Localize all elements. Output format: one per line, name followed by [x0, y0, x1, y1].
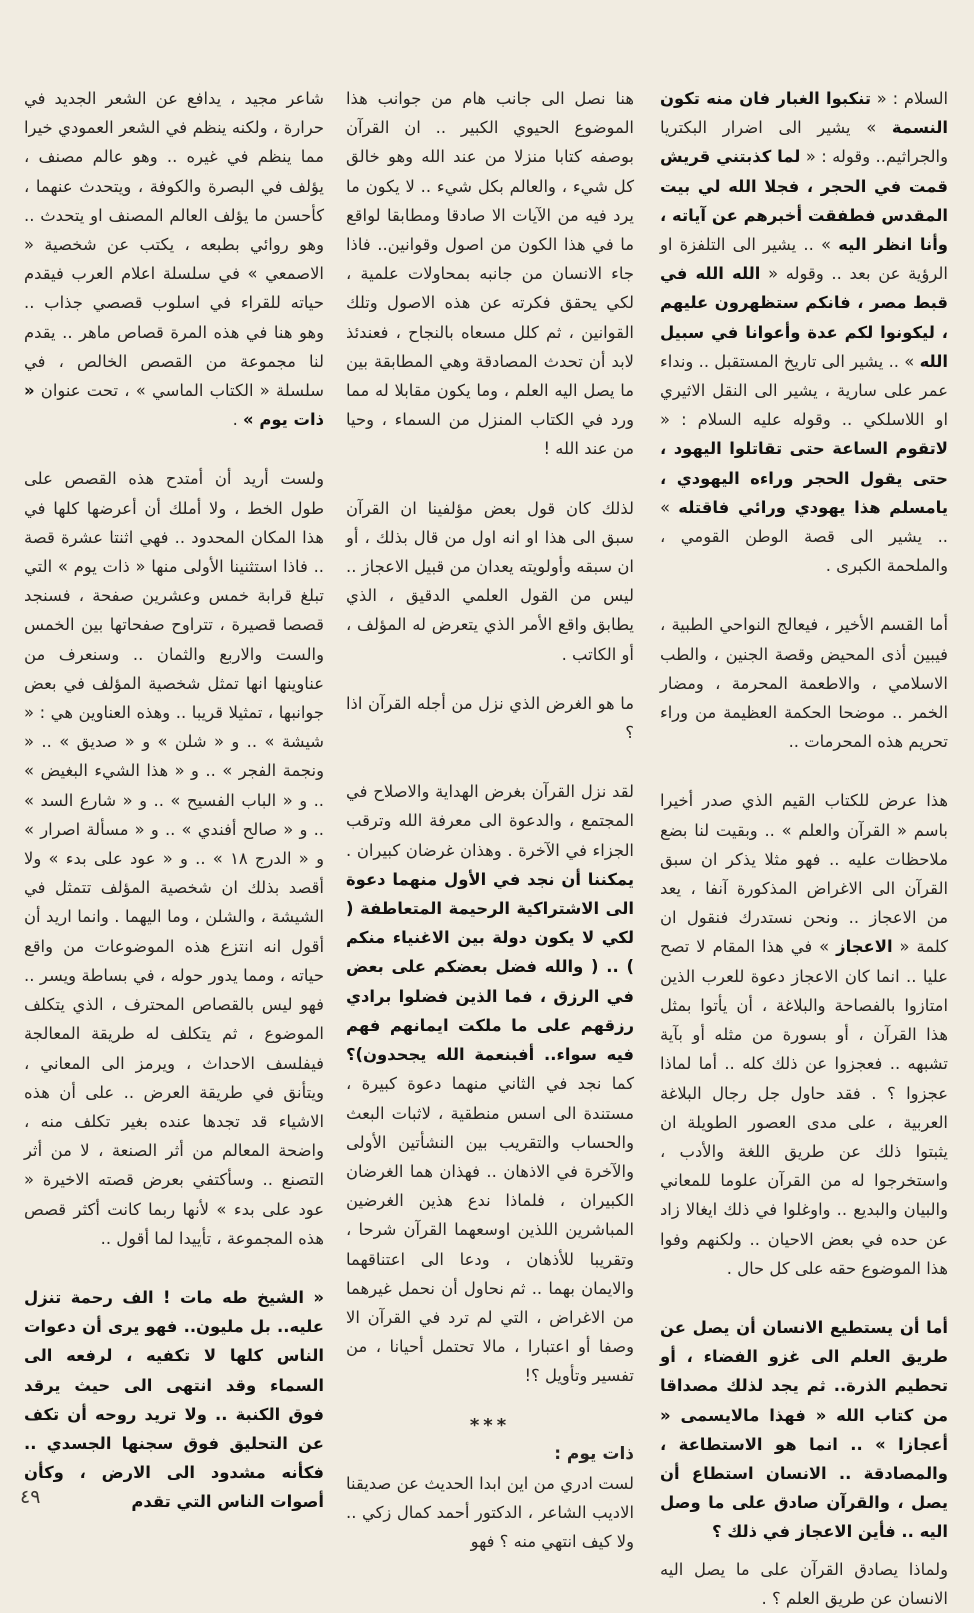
text-segment: السلام : «: [871, 89, 948, 108]
section-separator: ***: [469, 1414, 511, 1436]
bold-quote-segment: لما كذبتني قريش قمت في الحجر ، فجلا الله لي بيت المقدس فطفقت أخبرهم عن آياته ، وأنا انظر اليه: [660, 147, 948, 255]
middle-paragraph-1: هنا نصل الى جانب هام من جوانب هذا الموضوع الحيوي الكبير .. ان القرآن بوصفه كتابا منزلا من عند الله وهو خالق كل شيء ، والعالم بكل شيء .. لا يكون ما يرد فيه من الآيات الا صادقا ومطابقا لواقع ما في هذا الكون من اصول وقوانين.. فاذا جاء الانسان من جانبه بمحاولات علمية ، لكي يحقق فكرته عن هذه الاصول وتلك القوانين ، ثم كلل مسعاه بالنجاح ، فعندئذ لابد أن تحدث المصادقة وهي المطابقة بين ما يصل اليه العلم ، وما يكون مقابلا له مما ورد في الكتاب المنزل من السماء ، وحيا من عند الله !: [346, 89, 634, 459]
text-segment: شاعر مجيد ، يدافع عن الشعر الجديد في حرارة ، ولكنه ينظم في الشعر العمودي خيرا مما ينظم في غيره .. وهو عالم مصنف ، يؤلف في البصرة والكوفة ، ويتحدث عنهما ، كأحسن ما يؤلف العالم المصنف او يتحدث .. وهو روائي بطبعه ، يكتب عن شخصية « الاصمعي » في سلسلة اعلام العرب فيقدم حياته للقراء في اسلوب قصصي جذاب .. وهو هنا في هذه المرة قصاص ماهر .. يقدم لنا مجموعة من القصص الخالص ، في سلسلة « الكتاب الماسي » ، تحت عنوان: [24, 89, 324, 401]
text-segment: هذا عرض للكتاب القيم الذي صدر أخيرا باسم « القرآن والعلم » .. وبقيت لنا بضع ملاحظات عليه .. فهو مثلا يذكر ان سبق القرآن الى الاغراض المذكورة آنفا ، يعد من الاعجاز .. ونحن نستدرك فنقول ان كلمة «: [660, 791, 948, 957]
left-paragraph-1: [24, 84, 324, 434]
spacer: [660, 1283, 948, 1313]
text-segment: » في هذا المقام لا تصح عليا .. انما كان الاعجاز دعوة للعرب الذين امتازوا بالفصاحة والبلاغة ، أن يأتوا بمثل هذا القرآن ، أو بسورة من مثله أو بآية تشبهه .. فعجزوا عن ذلك كله .. أما لماذا عجزوا ؟ . فقد حاول جل رجال البلاغة العربية ، على مدى العصور الطويلة ان يثبتوا ذلك عن طريق اللغة والأدب ، واستخرجوا له من القرآن علوما للمعاني والبيان والبديع .. واوغلوا في ذلك ايغالا زاد عن حده في بعض الاحيان .. ولكنهم وفوا هذا الموضوع حقه على كل حال .: [660, 937, 948, 1278]
bold-quote-segment: تنكبوا الغبار فان منه تكون النسمة: [660, 89, 948, 138]
text-segment: » يشير الى اضرار البكتريا والجراثيم.. وقوله : «: [660, 118, 948, 167]
right-paragraph-1: [660, 84, 948, 580]
left-column: [24, 84, 324, 1517]
spacer: [346, 1391, 634, 1411]
text-segment: » .. يشير الى قصة الوطن القومي ، والملحمة الكبرى .: [660, 497, 948, 576]
text-segment: .: [232, 410, 244, 430]
section-subheading: ذات يوم :: [554, 1443, 634, 1464]
spacer: [346, 669, 634, 689]
text-segment: » .. يشير الى تاريخ المستقبل .. ونداء عمر على سارية ، يشير الى النقل الاثيري او اللاسلكي .. وقوله عليه السلام : «: [660, 351, 948, 430]
middle-paragraph-4: [346, 777, 634, 1390]
middle-paragraph-2: لذلك كان قول بعض مؤلفينا ان القرآن سبق الى هذا او انه اول من قال بذلك ، أو ان سبقه وأولويته يعدان من قبيل الاعجاز .. ليس من القول العلمي الدقيق ، الذي يطابق واقع الأمر الذي يتعرض له المؤلف ، أو الكاتب .: [346, 498, 634, 664]
text-segment: لقد نزل القرآن بغرض الهداية والاصلاح في المجتمع ، والدعوة الى معرفة الله وترقب الجزاء في الآخرة . وهذان غرضان كبيران .: [346, 782, 634, 860]
page-number: ٤٩: [20, 1486, 41, 1508]
spacer: [660, 756, 948, 786]
text-segment: » .. يشير الى التلفزة او الرؤية عن بعد .. وقوله «: [660, 235, 948, 284]
middle-paragraph-5: لست ادري من اين ابدا الحديث عن صديقنا الاديب الشاعر ، الدكتور أحمد كمال زكي .. ولا كيف انتهي منه ؟ فهو: [346, 1473, 634, 1552]
bold-quote-segment: لاتقوم الساعة حتى تقاتلوا اليهود ، حتى يقول الحجر وراءه اليهودي ، يامسلم هذا يهودي ورائي فاقتله: [660, 439, 948, 517]
right-column: [660, 84, 948, 1613]
spacer: [24, 434, 324, 464]
bold-quote-segment: الله الله في قبط مصر ، فانكم ستظهرون عليهم ، ليكونوا لكم عدة وأعوانا في سبيل الله: [660, 264, 948, 371]
bold-quote-segment: الاعجاز: [836, 937, 893, 957]
spacer: [660, 1547, 948, 1555]
spacer: [346, 747, 634, 777]
bold-quote-segment: « ذات يوم »: [24, 381, 324, 430]
middle-column: [346, 84, 634, 1557]
middle-paragraph-3: ما هو الغرض الذي نزل من أجله القرآن اذا ؟: [346, 693, 634, 743]
right-paragraph-5: ولماذا يصادق القرآن على ما يصل اليه الانسان عن طريق العلم ؟ .: [660, 1559, 948, 1608]
right-paragraph-2: أما القسم الأخير ، فيعالج النواحي الطبية ، فيبين أذى المحيض وقصة الجنين ، والطب الاسلامي ، والاطعمة المحرمة ، ومضار الخمر .. موضحا الحكمة العظيمة من وراء تحريم هذه المحرمات ..: [660, 615, 948, 752]
spacer: [660, 580, 948, 610]
text-segment: كما نجد في الثاني منهما دعوة كبيرة ، مستندة الى اسس منطقية ، لاثبات البعث والحساب والتقريب بين النشأتين الأولى والآخرة في الاذهان .. فهذان هما الغرضان الكبيران ، فلماذا ندع هذين الغرضين المباشرين اللذين اوسعهما القرآن شرحا ، وتقريبا للأذهان ، ودعا الى اعتناقهما والايمان بهما .. ثم نحاول أن نحمل غيرهما من الاغراض ، التي لم ترد في القرآن الا وصفا أو اعتبارا ، مالا تحتمل أحيانا ، من تفسير وتأويل ؟!: [346, 1074, 634, 1386]
left-paragraph-2: ولست أريد أن أمتدح هذه القصص على طول الخط ، ولا أملك أن أعرضها كلها في هذا المكان المحدود .. فهي اثنتا عشرة قصة .. فاذا استثنينا الأولى منها « ذات يوم » التي تبلغ قرابة خمس وعشرين صفحة ، فسنجد قصصا قصيرة ، تتراوح صفحاتها بين الخمس والست والاربع والثمان .. وسنعرف من عناوينها انها تمثل شخصية المؤلف في بعض جوانبها ، تمثيلا قريبا .. وهذه العناوين هي : « شيشة » .. و « شلن » و « صديق » .. « ونجمة الفجر » .. و « هذا الشيء البغيض » .. و « الباب الفسيح » .. و « شارع السد » .. و « صالح أفندي » .. و « مسألة اصرار » و « الدرج ١٨ » .. و « عود على بدء » ولا أقصد بذلك ان شخصية المؤلف تتمثل في الشيشة ، والشلن ، وما اليهما . وانما اريد أن أقول انه انتزع هذه الموضوعات من واقع حياته ، ومما يدور حوله ، في بساطة ويسر .. فهو ليس بالقصاص المحترف ، الذي يتكلف الموضوع ، ثم يتكلف له طريقة المعالجة فيفلسف الاحداث ، ويرمز الى المعاني ، ويتأنق في طريقة العرض .. على أن هذه الاشياء قد تجدها عنده بغير تكلف منه ، واضحة المعالم من أثر الصنعة ، لا من أثر التصنع .. وسأكتفي بعرض قصته الاخيرة « عود على بدء » لأنها ربما كانت أكثر قصص هذه المجموعة ، تأييدا لما أقول ..: [24, 469, 324, 1248]
left-paragraph-3: « الشيخ طه مات ! الف رحمة تنزل عليه.. بل مليون.. فهو يرى أن دعوات الناس كلها لا تكفيه ، لرفعه الى السماء وقد انتهى الى حيث يرقد فوق الكنبة .. ولا تريد روحه أن تكف عن التحليق فوق سجنها الجسدي .. فكأنه مشدود الى الارض ، وكأن أصوات الناس التي تقدم: [24, 1287, 324, 1512]
bold-quote-segment: يمكننا أن نجد في الأول منهما دعوة الى الاشتراكية الرحيمة المتعاطفة ( لكي لا يكون دولة بين الاغنياء منكم ) .. ( والله فضل بعضكم على بعض في الرزق ، فما الذين فضلوا برادي رزقهم على ما ملكت ايمانهم فهم فيه سواء.. أفبنعمة الله يجحدون)؟: [346, 869, 634, 1065]
spacer: [346, 464, 634, 494]
right-paragraph-4: أما أن يستطيع الانسان أن يصل عن طريق العلم الى غزو الفضاء ، أو تحطيم الذرة.. ثم يجد لذلك مصداقا من كتاب الله « فهذا مالايسمى « أعجازا » .. انما هو الاستطاعة ، والمصادقة .. الانسان استطاع أن يصل ، والقرآن صادق على ما وصل اليه .. فأين الاعجاز في ذلك ؟: [660, 1317, 948, 1542]
spacer: [24, 1253, 324, 1283]
right-paragraph-3: [660, 786, 948, 1282]
